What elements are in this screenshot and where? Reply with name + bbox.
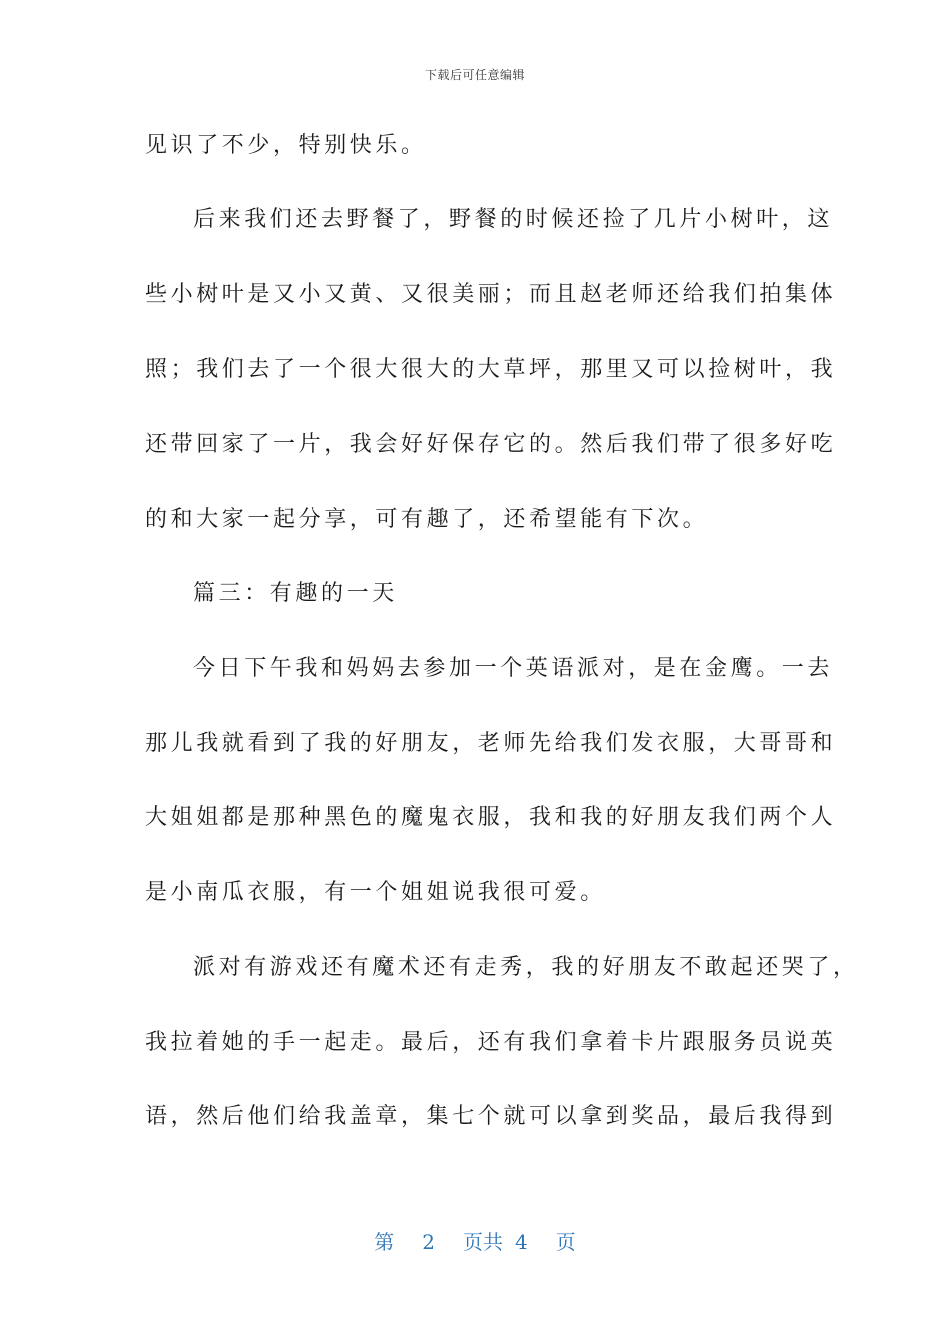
body-line: 些小树叶是又小又黄、又很美丽；而且赵老师还给我们拍集体 [145, 282, 837, 307]
footer-total-pages: 4 [515, 1230, 528, 1254]
body-line: 大姐姐都是那种黑色的魔鬼衣服，我和我的好朋友我们两个人 [145, 805, 837, 830]
footer-ye-gong: 页共 [463, 1230, 503, 1254]
section-heading: 篇三：有趣的一天 [193, 581, 398, 606]
body-line: 今日下午我和妈妈去参加一个英语派对，是在金鹰。一去 [193, 656, 834, 681]
body-line: 那儿我就看到了我的好朋友，老师先给我们发衣服，大哥哥和 [145, 731, 837, 756]
footer-page-number: 2 [422, 1230, 435, 1254]
body-line: 照；我们去了一个很大很大的大草坪，那里又可以捡树叶，我 [145, 357, 837, 382]
body-line: 还带回家了一片，我会好好保存它的。然后我们带了很多好吃 [145, 432, 837, 457]
body-line: 后来我们还去野餐了，野餐的时候还捡了几片小树叶，这 [193, 207, 834, 232]
body-line: 的和大家一起分享，可有趣了，还希望能有下次。 [145, 507, 709, 532]
body-line: 语，然后他们给我盖章，集七个就可以拿到奖品，最后我得到 [145, 1104, 837, 1129]
footer-di: 第 [374, 1230, 395, 1254]
body-line: 我拉着她的手一起走。最后，还有我们拿着卡片跟服务员说英 [145, 1030, 837, 1055]
body-line: 见识了不少，特别快乐。 [145, 133, 427, 158]
page-footer [0, 1226, 950, 1255]
page-header: 下载后可任意编辑 [424, 68, 525, 82]
body-line: 派对有游戏还有魔术还有走秀，我的好朋友不敢起还哭了， [193, 955, 859, 980]
body-line: 是小南瓜衣服，有一个姐姐说我很可爱。 [145, 880, 606, 905]
footer-ye: 页 [555, 1230, 576, 1254]
